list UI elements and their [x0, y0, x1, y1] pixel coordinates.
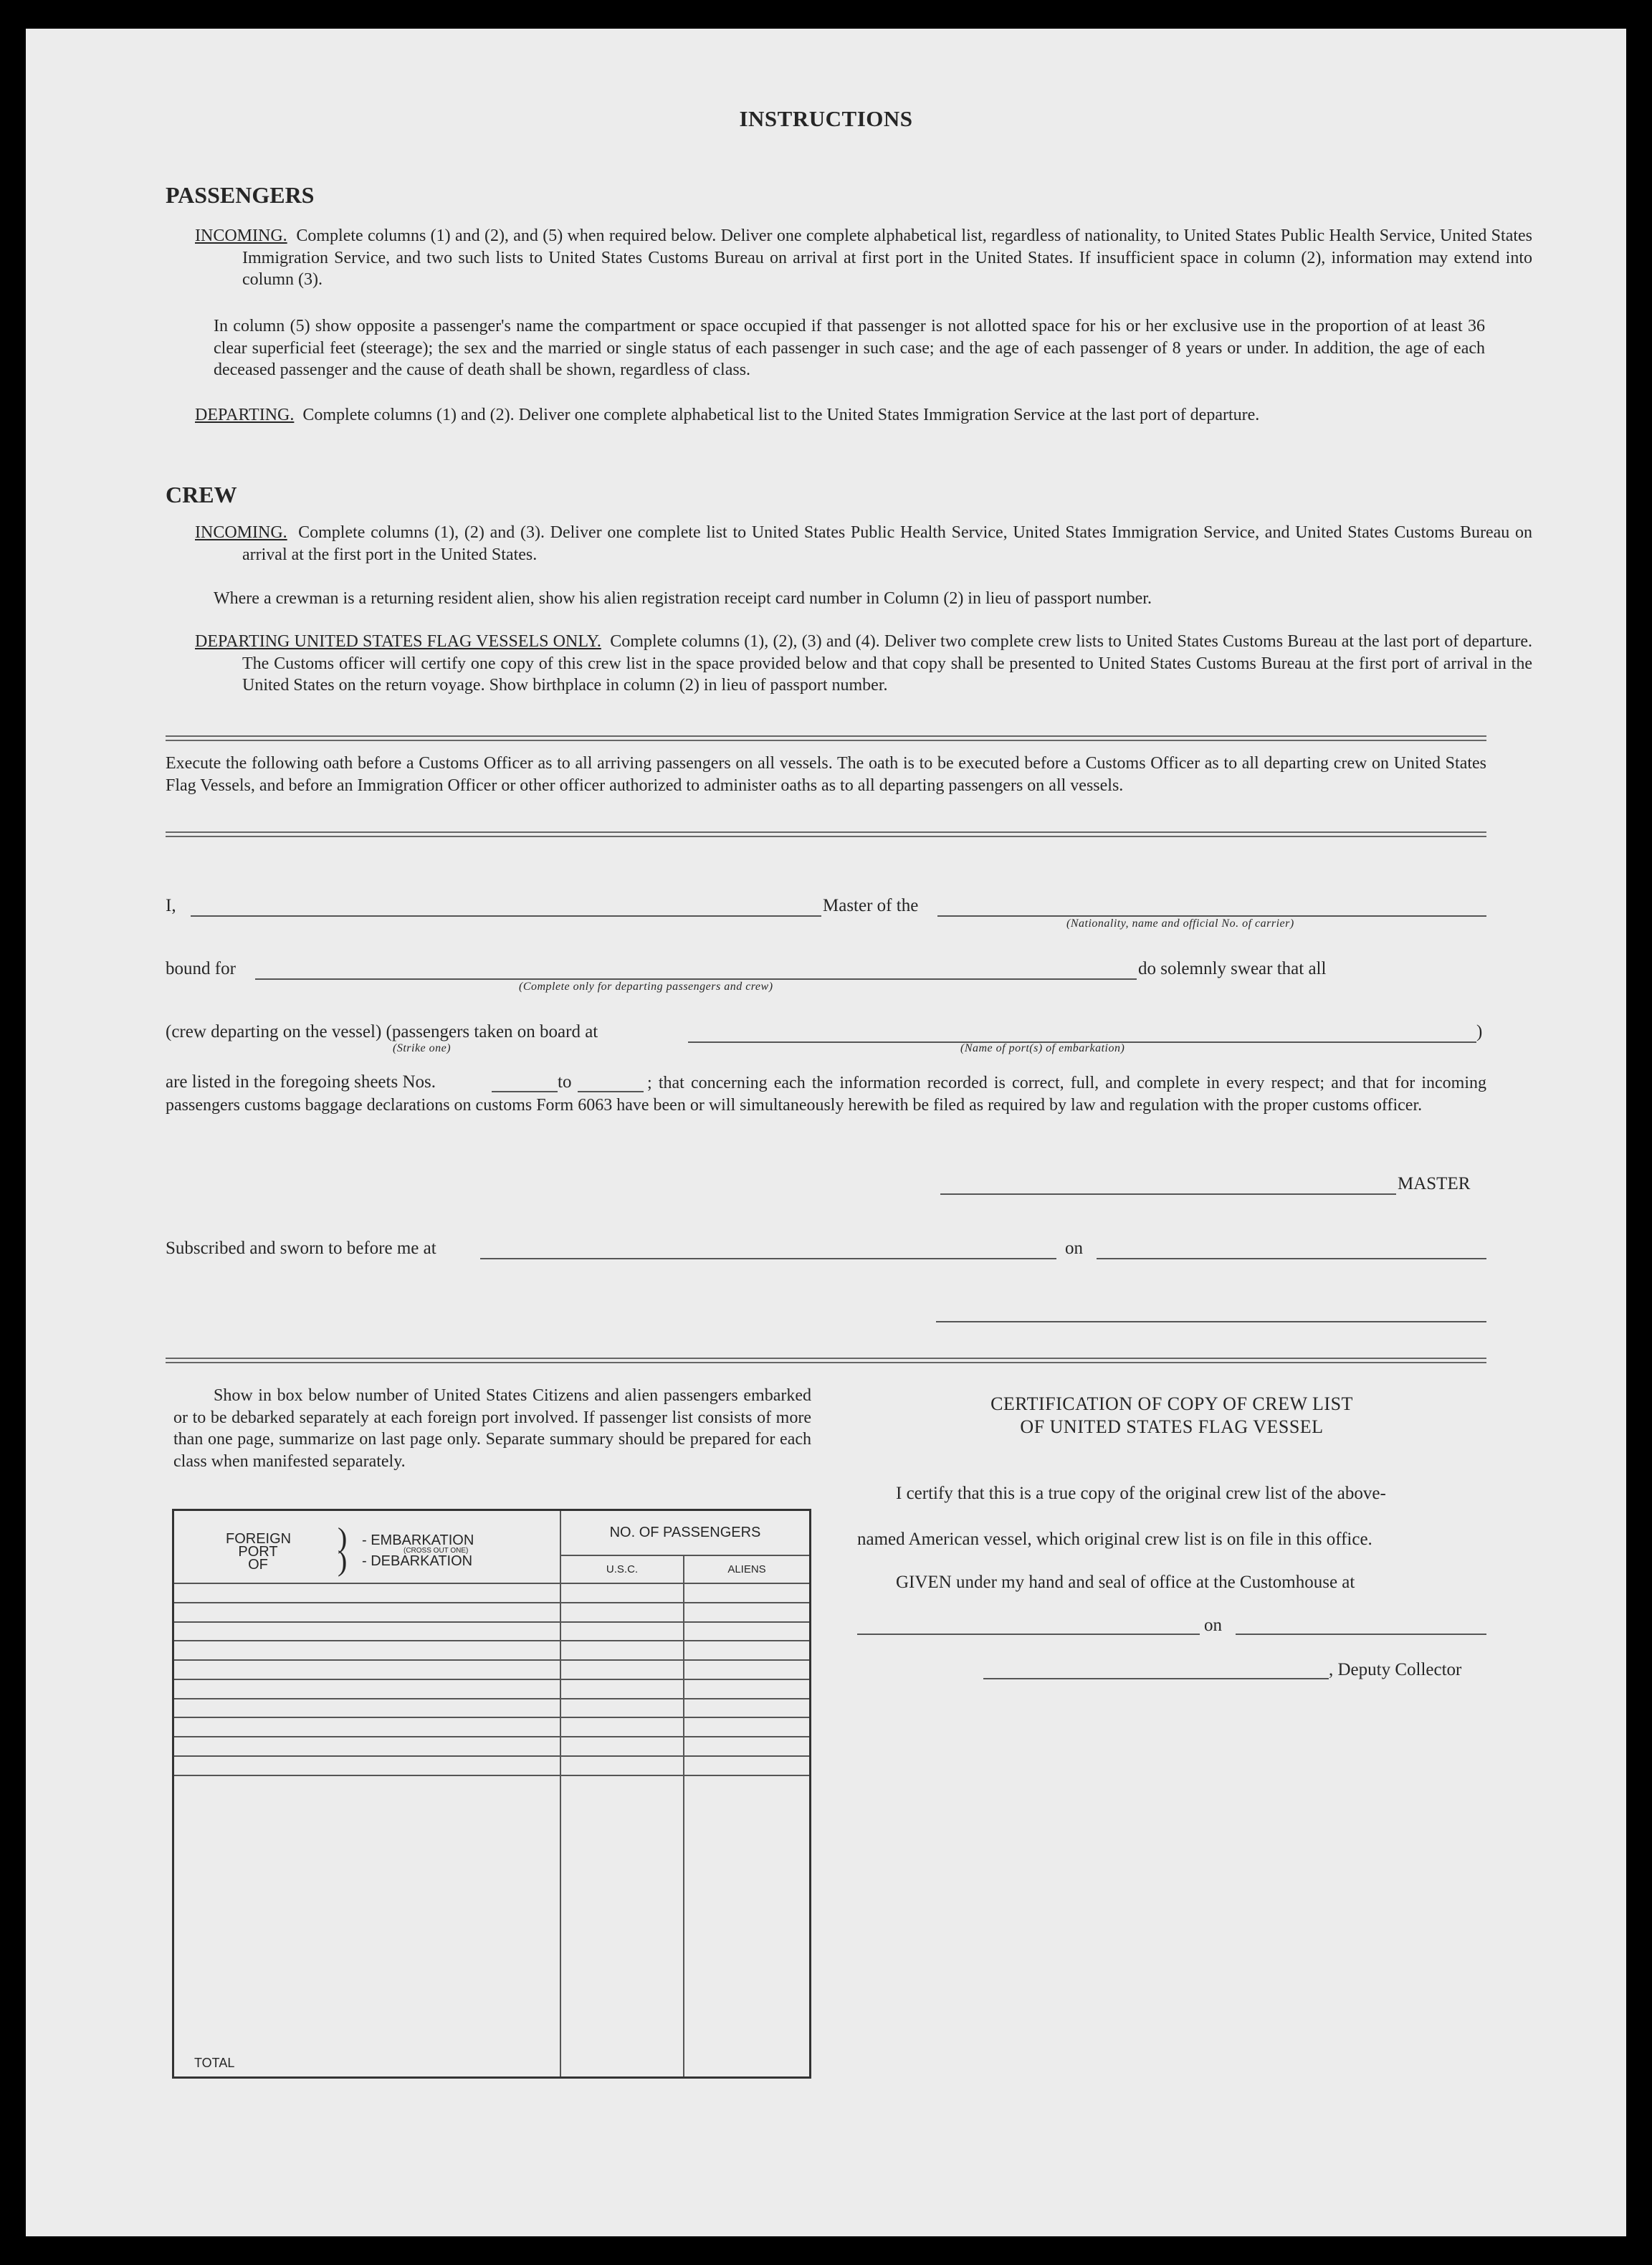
port-cell[interactable] — [173, 1660, 561, 1679]
swear-label: do solemnly swear that all — [1138, 959, 1327, 978]
table-row — [173, 1737, 811, 1756]
aliens-total-cell[interactable] — [684, 1775, 811, 2078]
sworn-on-label: on — [1065, 1239, 1083, 1258]
usc-cell[interactable] — [560, 1717, 684, 1737]
table-row — [173, 1603, 811, 1622]
table-row — [173, 1717, 811, 1737]
master-of-label: Master of the — [823, 896, 919, 915]
total-row — [173, 1775, 811, 2078]
sworn-place-field[interactable] — [480, 1258, 1056, 1259]
aliens-cell[interactable] — [684, 1603, 811, 1622]
embarkation-label: - EMBARKATION — [362, 1532, 474, 1548]
passengers-departing-paragraph — [195, 404, 1532, 426]
table-row — [173, 1641, 811, 1660]
cross-out-label: (CROSS OUT ONE) — [404, 1547, 469, 1555]
aliens-cell[interactable] — [684, 1737, 811, 1756]
master-signature-label: MASTER — [1398, 1174, 1471, 1193]
strike-one-caption: (Strike one) — [393, 1042, 452, 1054]
crew-departing-label: DEPARTING UNITED STATES FLAG VESSELS ONLY. — [195, 632, 601, 651]
listed-prefix: are listed in the foregoing sheets Nos. — [166, 1072, 436, 1092]
port-cell[interactable] — [173, 1679, 561, 1699]
subscribed-label: Subscribed and sworn to before me at — [166, 1239, 436, 1258]
passenger-summary-table — [172, 1509, 811, 2079]
divider-rule — [166, 836, 1486, 837]
table-row — [173, 1756, 811, 1775]
of-label: OF — [248, 1557, 268, 1573]
aliens-cell[interactable] — [684, 1699, 811, 1718]
aliens-cell[interactable] — [684, 1660, 811, 1679]
divider-rule — [166, 735, 1486, 737]
port-cell[interactable] — [173, 1622, 561, 1641]
port-cell[interactable] — [173, 1641, 561, 1660]
crew-heading: CREW — [166, 482, 237, 507]
port-cell[interactable] — [173, 1756, 561, 1775]
master-name-field[interactable] — [191, 915, 821, 917]
table-row — [173, 1583, 811, 1603]
page-title: INSTRUCTIONS — [739, 106, 913, 131]
usc-cell[interactable] — [560, 1583, 684, 1603]
aliens-cell[interactable] — [684, 1756, 811, 1775]
port-cell[interactable] — [173, 1603, 561, 1622]
passengers-heading: PASSENGERS — [166, 182, 315, 208]
passengers-departing-text: Complete columns (1) and (2). Deliver one complete alphabetical list to the United States Immigration Service at the last port of departure. — [302, 406, 1260, 424]
sworn-date-field[interactable] — [1097, 1258, 1486, 1259]
usc-cell[interactable] — [560, 1603, 684, 1622]
crew-incoming-text: Complete columns (1), (2) and (3). Deliver one complete list to United States Public Health Service, United States Immigration Service, and United States Customs Bureau on arrival at the first port in the United States. — [242, 523, 1533, 564]
summary-instruction: Show in box below number of United States Citizens and alien passengers embarked or to be debarked separately at each foreign port involved. If passenger list consists of more than one page, summarize on last page only. Separate summary should be prepared for each class when manifested separately. — [173, 1386, 811, 1471]
port-label: PORT — [238, 1544, 278, 1560]
to-label: to — [558, 1072, 572, 1092]
crew-departing-paragraph — [195, 631, 1532, 697]
debarkation-label: - DEBARKATION — [362, 1553, 473, 1569]
aliens-header: ALIENS — [684, 1555, 811, 1583]
usc-cell[interactable] — [560, 1622, 684, 1641]
divider-rule — [166, 1358, 1486, 1359]
bound-for-caption: (Complete only for departing passengers and crew) — [519, 981, 773, 993]
certification-title-line2: OF UNITED STATES FLAG VESSEL — [1020, 1416, 1324, 1437]
aliens-cell[interactable] — [684, 1717, 811, 1737]
certification-line3: GIVEN under my hand and seal of office at the Customhouse at — [896, 1573, 1355, 1592]
usc-cell[interactable] — [560, 1679, 684, 1699]
usc-cell[interactable] — [560, 1756, 684, 1775]
usc-cell[interactable] — [560, 1737, 684, 1756]
passengers-incoming-text: Complete columns (1) and (2), and (5) when required below. Deliver one complete alphabetical list, regardless of nationality, to United States Public Health Service, United States Immigration Service, and two such lists to United States Customs Bureau on arrival at first port in the United States. If insufficient space in column (2), information may extend into column (3). — [242, 226, 1533, 289]
aliens-cell[interactable] — [684, 1583, 811, 1603]
port-cell[interactable] — [173, 1583, 561, 1603]
divider-rule — [166, 740, 1486, 741]
passengers-departing-label: DEPARTING. — [195, 406, 295, 424]
carrier-field[interactable] — [937, 915, 1486, 917]
table-row — [173, 1660, 811, 1679]
oath-i-label: I, — [166, 896, 176, 915]
deputy-signature-field[interactable] — [983, 1678, 1329, 1679]
deputy-collector-label: , Deputy Collector — [1329, 1660, 1462, 1679]
usc-total-cell[interactable] — [560, 1775, 684, 2078]
port-cell[interactable] — [173, 1717, 561, 1737]
oath-instruction: Execute the following oath before a Customs Officer as to all arriving passengers on all vessels. The oath is to be executed before a Customs Officer as to all departing crew on United States Flag Vessels, and before an Immigration Officer or other officer authorized to administer oaths as to all departing passengers on all vessels. — [166, 754, 1486, 795]
crew-passengers-label: (crew departing on the vessel) (passengers taken on board at — [166, 1022, 598, 1041]
table-row — [173, 1679, 811, 1699]
close-paren: ) — [1476, 1022, 1483, 1041]
port-cell[interactable] — [173, 1699, 561, 1718]
certification-date-field[interactable] — [1236, 1634, 1486, 1635]
port-cell[interactable] — [173, 1737, 561, 1756]
crew-departing-text: Complete columns (1), (2), (3) and (4). Deliver two complete crew lists to United States Customs Bureau at the last port of departure. The Customs officer will certify one copy of this crew list in the space provided below and that copy shall be presented to United States Customs Bureau at the first port of arrival in the United States on the return voyage. Show birthplace in column (2) in lieu of passport number. — [242, 632, 1532, 695]
crew-incoming-paragraph — [195, 522, 1532, 566]
crew-resident-paragraph: Where a crewman is a returning resident alien, show his alien registration receipt card number in Column (2) in lieu of passport number. — [214, 589, 1152, 608]
listed-rest: ; that concerning each the information recorded is correct, full, and complete in every respect; and that for incoming passengers customs baggage declarations on customs Form 6063 have been or will simultaneously herewith be filed as required by law and regulation with the proper customs officer. — [166, 1074, 1486, 1115]
passengers-incoming-paragraph — [195, 225, 1532, 291]
bound-for-field[interactable] — [255, 978, 1137, 980]
usc-cell[interactable] — [560, 1699, 684, 1718]
passengers-column5-paragraph: In column (5) show opposite a passenger's name the compartment or space occupied if that passenger is not allotted space for his or her exclusive use in the proportion of at least 36 clear superficial feet (steerage); the sex and the married or single status of each passenger in such case; and the age of each passenger of 8 years or under. In addition, the age of each deceased passenger and the cause of death shall be shown, regardless of class. — [214, 317, 1485, 379]
no-passengers-header: NO. OF PASSENGERS — [560, 1510, 811, 1556]
customhouse-field[interactable] — [857, 1634, 1200, 1635]
table-row — [173, 1699, 811, 1718]
officer-signature-field[interactable] — [936, 1321, 1486, 1322]
usc-header: U.S.C. — [560, 1555, 684, 1583]
certification-on-label: on — [1204, 1616, 1222, 1635]
usc-cell[interactable] — [560, 1660, 684, 1679]
certification-line2: named American vessel, which original crew list is on file in this office. — [857, 1530, 1372, 1549]
total-label: TOTAL — [173, 1775, 561, 2078]
ports-caption: (Name of port(s) of embarkation) — [960, 1042, 1125, 1054]
nationality-caption: (Nationality, name and official No. of carrier) — [1066, 917, 1294, 930]
divider-rule — [166, 1362, 1486, 1363]
certification-line1: I certify that this is a true copy of the original crew list of the above- — [896, 1484, 1386, 1503]
passengers-incoming-label: INCOMING. — [195, 226, 287, 245]
aliens-cell[interactable] — [684, 1641, 811, 1660]
usc-cell[interactable] — [560, 1641, 684, 1660]
crew-incoming-label: INCOMING. — [195, 523, 287, 542]
aliens-cell[interactable] — [684, 1679, 811, 1699]
certification-title-line1: CERTIFICATION OF COPY OF CREW LIST — [990, 1393, 1353, 1414]
divider-rule — [166, 831, 1486, 833]
port-header-cell: FOREIGN PORT OF ) ) - EMBARKATION (CROSS OUT ONE) - DEBARKATION — [173, 1510, 561, 1584]
master-signature-field[interactable] — [940, 1193, 1396, 1195]
bound-for-label: bound for — [166, 959, 236, 978]
foreign-label: FOREIGN — [226, 1531, 292, 1547]
aliens-cell[interactable] — [684, 1622, 811, 1641]
table-row — [173, 1622, 811, 1641]
